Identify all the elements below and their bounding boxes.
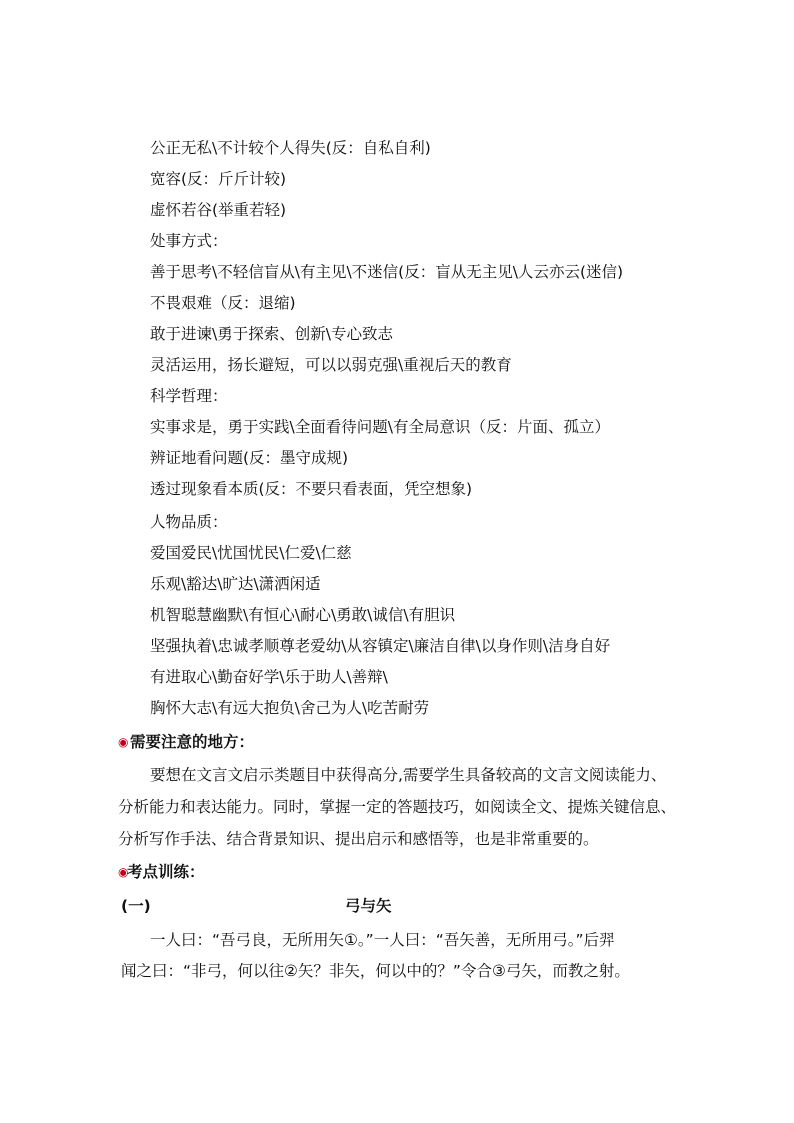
bullet-icon: ◉ [118, 735, 129, 749]
category-heading: 科学哲理： [150, 387, 228, 405]
text-line: 敢于进谏\勇于探索、创新\专心致志 [150, 325, 393, 343]
training-heading [118, 862, 205, 882]
section-number: (一) [121, 897, 151, 915]
category-heading: 人物品质： [150, 513, 228, 531]
category-heading: 处事方式： [150, 232, 228, 250]
text-line: 透过现象看本质(反：不要只看表面，凭空想象) [150, 480, 473, 498]
text-line: 胸怀大志\有远大抱负\舍己为人\吃苦耐劳 [150, 699, 430, 717]
text-line: 虚怀若谷(举重若轻) [150, 201, 287, 219]
text-line: 有进取心\勤奋好学\乐于助人\善辩\ [150, 668, 388, 686]
passage-line: 闻之曰：“非弓，何以往②矢？非矢，何以中的？”令合③弓矢，而教之射。 [121, 962, 630, 980]
text-line: 公正无私\不计较个人得失(反：自私自利) [150, 139, 431, 157]
bullet-icon: ◉ [118, 865, 129, 879]
text-line: 爱国爱民\忧国忧民\仁爱\仁慈 [150, 544, 352, 562]
section-title: 弓与矢 [345, 897, 392, 915]
notes-heading [118, 732, 254, 752]
notes-paragraph-line: 要想在文言文启示类题目中获得高分,需要学生具备较高的文言文阅读能力、 [150, 766, 667, 784]
text-line: 灵活运用，扬长避短，可以以弱克强\重视后天的教育 [150, 356, 512, 374]
training-heading-text: 考点训练： [127, 863, 205, 881]
notes-paragraph-line: 分析能力和表达能力。同时，掌握一定的答题技巧，如阅读全文、提炼关键信息、 [118, 798, 677, 816]
passage-line: 一人曰：“吾弓良，无所用矢①。”一人曰：“吾矢善，无所用弓。”后羿 [150, 931, 615, 949]
text-line: 机智聪慧幽默\有恒心\耐心\勇敢\诚信\有胆识 [150, 606, 456, 624]
notes-heading-text: 需要注意的地方： [130, 733, 255, 751]
text-line: 不畏艰难（反：退缩) [150, 294, 296, 312]
text-line: 辨证地看问题(反：墨守成规) [150, 449, 349, 467]
text-line: 坚强执着\忠诚孝顺尊老爱幼\从容镇定\廉洁自律\以身作则\洁身自好 [150, 637, 611, 655]
text-line: 乐观\豁达\旷达\潇洒闲适 [150, 575, 321, 593]
notes-paragraph-line: 分析写作手法、结合背景知识、提出启示和感悟等，也是非常重要的。 [118, 830, 599, 848]
text-line: 宽容(反：斤斤计较) [150, 170, 287, 188]
text-line: 实事求是，勇于实践\全面看待问题\有全局意识（反：片面、孤立） [150, 418, 610, 436]
text-line: 善于思考\不轻信盲从\有主见\不迷信(反：盲从无主见\人云亦云(迷信) [150, 263, 624, 281]
